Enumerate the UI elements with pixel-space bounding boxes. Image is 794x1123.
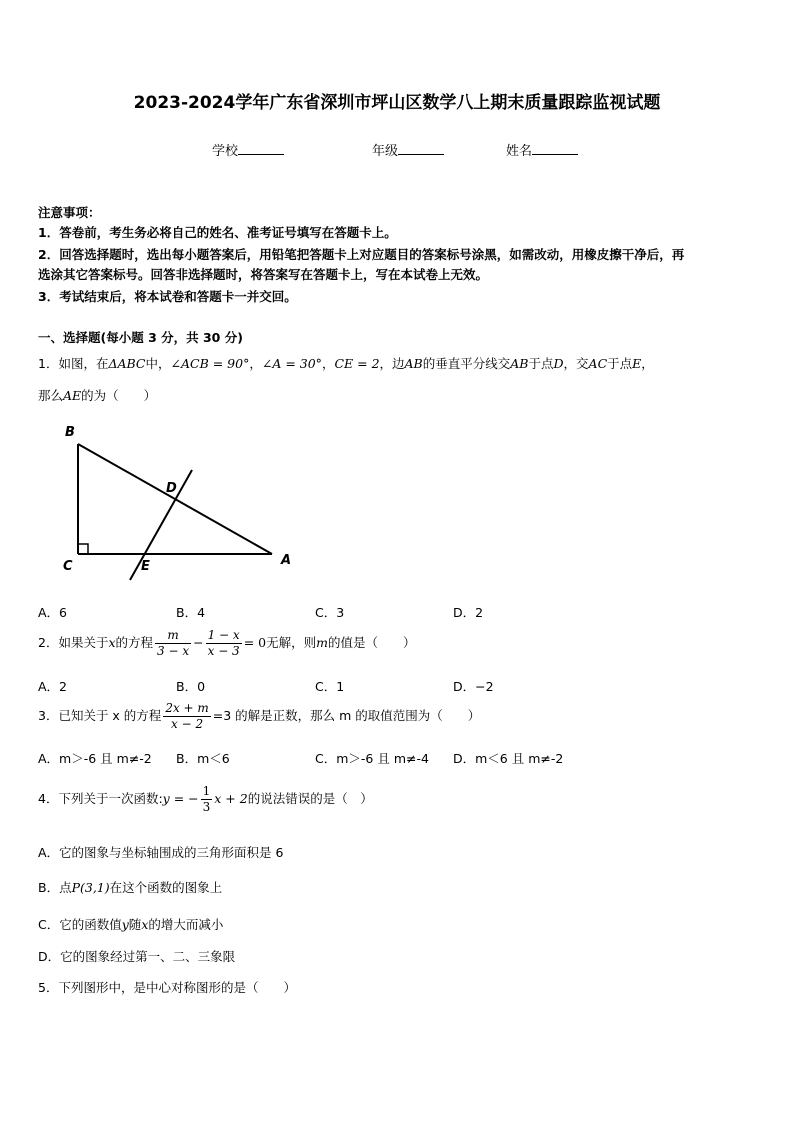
q1-option-b[interactable]: B．4 bbox=[176, 605, 206, 620]
q1-option-c[interactable]: C．3 bbox=[315, 605, 345, 620]
label-a: A bbox=[281, 553, 292, 568]
grade-field bbox=[372, 140, 444, 159]
q1-option-d[interactable]: D．2 bbox=[453, 605, 484, 620]
q1-triangle: ΔABC bbox=[108, 356, 146, 371]
note-item-2a: 2．回答选择题时，选出每小题答案后，用铅笔把答题卡上对应题目的答案标号涂黑，如需改动，用橡皮擦干净后，再 bbox=[38, 247, 685, 262]
q2-fraction-1-den: 3 − x bbox=[157, 644, 190, 658]
q4-function-lhs: y = − bbox=[162, 791, 199, 806]
q1-text: ， bbox=[321, 356, 335, 371]
q1-side-ac: AC bbox=[588, 356, 608, 371]
q1-text: ， bbox=[641, 356, 654, 371]
q1-text: 1．如图，在 bbox=[38, 356, 109, 371]
q3-option-d[interactable]: D．m＜6 且 m≠-2 bbox=[453, 751, 564, 766]
q2-text: 2．如果关于 bbox=[38, 635, 109, 650]
perpendicular-bisector bbox=[130, 470, 192, 580]
grade-label: 年级 bbox=[372, 144, 399, 159]
q2-fraction-1 bbox=[155, 628, 191, 659]
question-4 bbox=[38, 784, 373, 815]
q3-option-c[interactable]: C．m＞-6 且 m≠-4 bbox=[315, 751, 429, 766]
q1-text: 的垂直平分线交 bbox=[422, 356, 511, 371]
grade-blank[interactable] bbox=[398, 142, 444, 155]
q1-point-e: E bbox=[632, 356, 642, 371]
q1-text: 中， bbox=[145, 356, 171, 371]
q2-text: 的方程 bbox=[115, 635, 154, 650]
q1-condition-angle-a: ∠A = 30° bbox=[261, 356, 322, 371]
q4-option-b[interactable] bbox=[38, 878, 222, 896]
q1-figure bbox=[55, 418, 305, 588]
q4-option-b-text: 在这个函数的图象上 bbox=[109, 880, 223, 895]
notes-heading: 注意事项： bbox=[38, 205, 101, 220]
q4-option-c-text: 随 bbox=[128, 917, 142, 932]
question-1-line-2 bbox=[38, 386, 156, 404]
school-label: 学校 bbox=[212, 144, 239, 159]
q4-option-c-text: 的增大而减小 bbox=[148, 917, 224, 932]
q4-fraction-den: 3 bbox=[202, 800, 211, 814]
q4-text: 4．下列关于一次函数: bbox=[38, 791, 163, 806]
label-b: B bbox=[65, 425, 75, 440]
q1-side-ab: AB bbox=[404, 356, 423, 371]
q2-fraction-2-den: x − 3 bbox=[207, 644, 240, 658]
label-c: C bbox=[63, 559, 73, 574]
school-blank[interactable] bbox=[238, 142, 284, 155]
q1-option-a[interactable]: A．6 bbox=[38, 605, 68, 620]
q3-option-a[interactable]: A．m＞-6 且 m≠-2 bbox=[38, 751, 152, 766]
q1-text: 于点 bbox=[607, 356, 633, 371]
label-e: E bbox=[141, 559, 150, 574]
q4-fraction bbox=[201, 784, 213, 815]
q3-fraction-den: x − 2 bbox=[171, 717, 204, 731]
label-d: D bbox=[166, 481, 177, 496]
section-heading: 一、选择题(每小题 3 分，共 30 分) bbox=[38, 330, 243, 345]
q3-text: =3 的解是正数，那么 m 的取值范围为（ ） bbox=[212, 708, 481, 723]
q1-condition-ce: CE = 2 bbox=[334, 356, 380, 371]
school-field bbox=[212, 140, 284, 159]
q2-fraction-2-num: 1 − x bbox=[207, 628, 240, 642]
q2-equals-zero: = 0 bbox=[243, 635, 267, 650]
name-field bbox=[506, 140, 578, 159]
q4-option-d[interactable]: D．它的图象经过第一、二、三象限 bbox=[38, 949, 236, 964]
exam-title: 2023-2024学年广东省深圳市坪山区数学八上期末质量跟踪监视试题 bbox=[133, 93, 661, 113]
q2-var-x: x bbox=[108, 635, 116, 650]
q4-fraction-num: 1 bbox=[202, 784, 211, 798]
q2-fraction-1-num: m bbox=[155, 628, 191, 644]
name-blank[interactable] bbox=[532, 142, 578, 155]
right-angle-mark bbox=[78, 544, 88, 554]
q3-fraction-num: 2x + m bbox=[165, 701, 209, 715]
question-3 bbox=[38, 701, 480, 732]
question-5: 5．下列图形中，是中心对称图形的是（ ） bbox=[38, 980, 296, 995]
q1-point-d: D bbox=[553, 356, 564, 371]
q4-function-rhs: x + 2 bbox=[214, 791, 248, 806]
q2-minus: − bbox=[193, 635, 204, 650]
question-1-line-1 bbox=[38, 354, 654, 372]
q2-var-m: m bbox=[316, 635, 328, 650]
q3-fraction bbox=[163, 701, 210, 732]
q1-condition-angle-acb: ∠ACB = 90° bbox=[170, 356, 250, 371]
q2-option-a[interactable]: A．2 bbox=[38, 679, 68, 694]
q4-option-c[interactable] bbox=[38, 915, 223, 933]
name-label: 姓名 bbox=[506, 144, 533, 159]
q2-option-d[interactable]: D．−2 bbox=[453, 679, 494, 694]
q1-text: 的为（ ） bbox=[81, 388, 157, 403]
q4-text: 的说法错误的是（ ） bbox=[247, 791, 373, 806]
q1-text: ，交 bbox=[563, 356, 589, 371]
note-item-3: 3．考试结束后，将本试卷和答题卡一并交回。 bbox=[38, 289, 297, 304]
q4-option-c-text: C．它的函数值 bbox=[38, 917, 122, 932]
q4-option-b-text: B．点 bbox=[38, 880, 72, 895]
q4-point-p: P(3,1) bbox=[71, 880, 110, 895]
q2-option-c[interactable]: C．1 bbox=[315, 679, 345, 694]
q1-text: ，边 bbox=[379, 356, 405, 371]
note-item-1: 1．答卷前，考生务必将自己的姓名、准考证号填写在答题卡上。 bbox=[38, 225, 397, 240]
q1-text: 那么 bbox=[38, 388, 64, 403]
q4-var-y: y bbox=[121, 917, 129, 932]
q1-text: ， bbox=[249, 356, 262, 371]
q4-var-x: x bbox=[141, 917, 149, 932]
q1-side-ab: AB bbox=[510, 356, 529, 371]
q3-option-b[interactable]: B．m＜6 bbox=[176, 751, 230, 766]
q2-text: 的值是（ ） bbox=[327, 635, 416, 650]
q2-option-b[interactable]: B．0 bbox=[176, 679, 206, 694]
q2-fraction-2 bbox=[206, 628, 242, 659]
question-2 bbox=[38, 628, 416, 659]
q3-text: 3．已知关于 x 的方程 bbox=[38, 708, 162, 723]
q1-text: 于点 bbox=[528, 356, 554, 371]
q2-text: 无解，则 bbox=[266, 635, 317, 650]
note-item-2b: 选涂其它答案标号。回答非选择题时，将答案写在答题卡上，写在本试卷上无效。 bbox=[38, 267, 489, 282]
q4-option-a[interactable]: A．它的图象与坐标轴围成的三角形面积是 6 bbox=[38, 845, 284, 860]
q1-segment-ae: AE bbox=[63, 388, 82, 403]
